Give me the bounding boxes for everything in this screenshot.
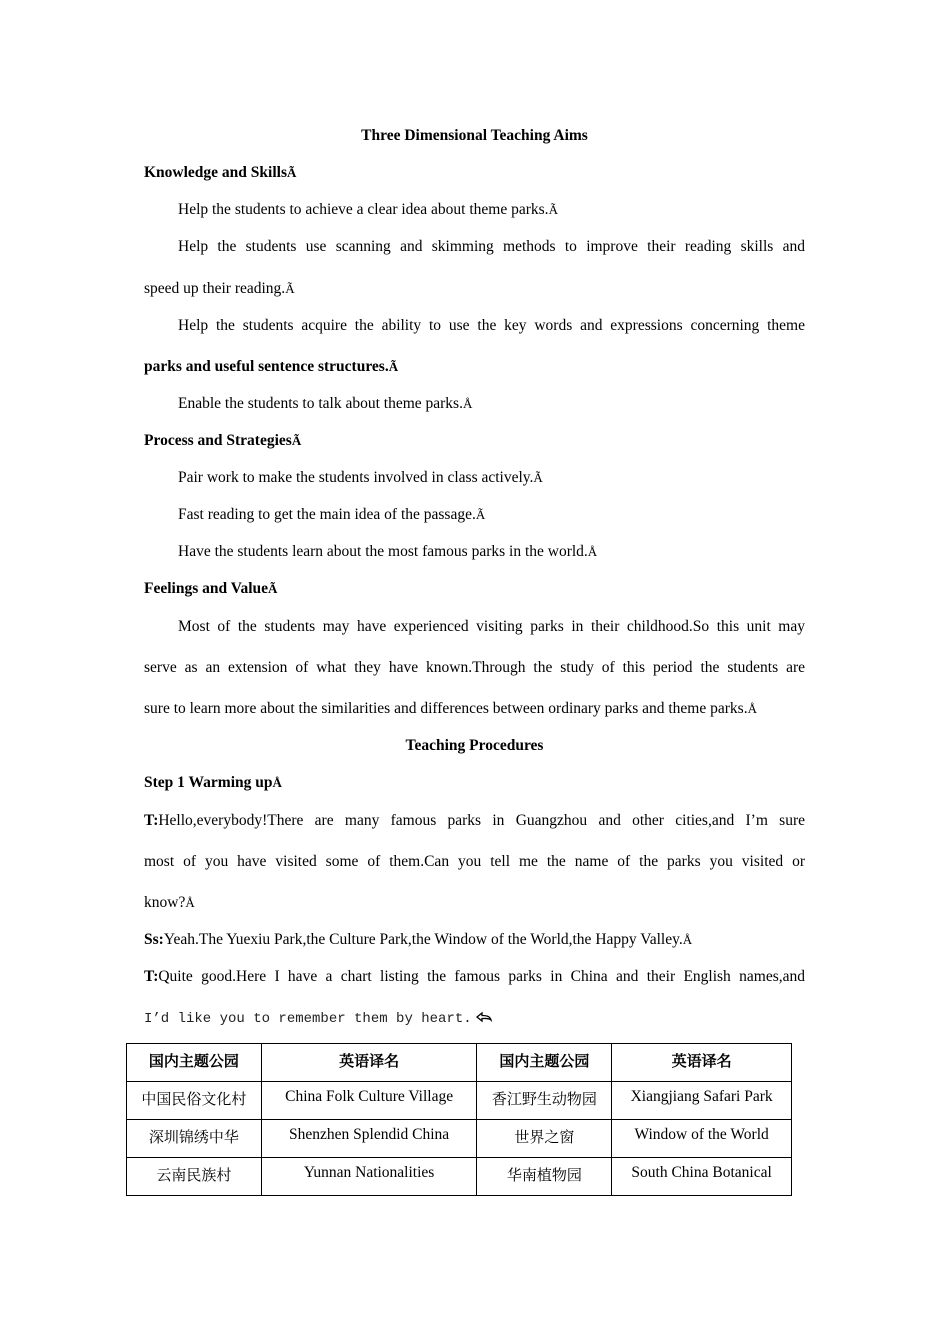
paragraph-mark: Ã bbox=[533, 470, 543, 485]
table-cell: 世界之窗 bbox=[477, 1120, 612, 1158]
knowledge-item-text: speed up their reading. bbox=[144, 280, 286, 297]
feelings-heading-text: Feelings and Value bbox=[144, 580, 269, 597]
paragraph-mark: Ã bbox=[285, 281, 295, 296]
table-cell: 深圳锦绣中华 bbox=[127, 1120, 262, 1158]
step1-heading bbox=[144, 772, 805, 794]
table-header-cell: 英语译名 bbox=[612, 1044, 792, 1082]
dialogue-text: know? bbox=[144, 894, 186, 911]
dialogue-2-line-1 bbox=[144, 929, 805, 951]
knowledge-item-text: parks and useful sentence structures. bbox=[144, 358, 389, 375]
knowledge-item-2-line-2 bbox=[144, 278, 805, 300]
feelings-line-3 bbox=[144, 698, 805, 720]
return-arrow-icon bbox=[475, 1011, 493, 1023]
paragraph-mark: Å bbox=[682, 932, 693, 947]
table-header-cell: 英语译名 bbox=[261, 1044, 477, 1082]
table-cell: 华南植物园 bbox=[477, 1158, 612, 1196]
process-item-2 bbox=[178, 504, 805, 526]
dialogue-1-line-1 bbox=[144, 810, 805, 832]
process-heading-text: Process and Strategies bbox=[144, 432, 292, 449]
paragraph-mark: Ã bbox=[291, 433, 302, 448]
table-row bbox=[127, 1158, 792, 1196]
paragraph-mark: Å bbox=[272, 775, 282, 790]
dialogue-3-line-1 bbox=[144, 966, 805, 988]
paragraph-mark: Ã bbox=[388, 359, 399, 374]
parks-table bbox=[126, 1043, 792, 1196]
table-header-cell: 国内主题公园 bbox=[477, 1044, 612, 1082]
table-header-row bbox=[127, 1044, 792, 1082]
process-item-text: Fast reading to get the main idea of the passage. bbox=[178, 506, 476, 523]
knowledge-item-3-line-2 bbox=[144, 356, 805, 378]
table-cell: South China Botanical bbox=[612, 1158, 792, 1196]
paragraph-mark: Å bbox=[587, 544, 598, 559]
paragraph-mark: Å bbox=[185, 895, 195, 910]
step1-heading-text: Step 1 Warming up bbox=[144, 774, 273, 791]
table-cell: 中国民俗文化村 bbox=[127, 1082, 262, 1120]
process-item-text: Pair work to make the students involved in class actively. bbox=[178, 469, 534, 486]
knowledge-item-text: Help the students to achieve a clear idea about theme parks. bbox=[178, 201, 549, 218]
dialogue-text: I’d like you to remember them by heart. bbox=[144, 1011, 472, 1027]
knowledge-item-1 bbox=[178, 199, 805, 221]
process-item-1 bbox=[178, 467, 805, 489]
table-cell: Shenzhen Splendid China bbox=[261, 1120, 477, 1158]
table-cell: Window of the World bbox=[612, 1120, 792, 1158]
table-header-cell: 国内主题公园 bbox=[127, 1044, 262, 1082]
table-row bbox=[127, 1082, 792, 1120]
feelings-line-text: sure to learn more about the similarities and differences between ordinary parks and theme parks. bbox=[144, 700, 748, 717]
dialogue-3-line-2 bbox=[144, 1008, 805, 1030]
process-heading bbox=[144, 430, 805, 452]
speaker-label: T: bbox=[144, 812, 159, 829]
paragraph-mark: Ã bbox=[268, 581, 278, 596]
paragraph-mark: Ã bbox=[287, 165, 297, 180]
paragraph-mark: Ã bbox=[475, 507, 486, 522]
knowledge-item-2-line-1: Help the students use scanning and skimming methods to improve their reading skills and bbox=[178, 238, 805, 255]
knowledge-heading bbox=[144, 162, 805, 184]
knowledge-heading-text: Knowledge and Skills bbox=[144, 164, 287, 181]
process-item-text: Have the students learn about the most famous parks in the world. bbox=[178, 543, 588, 560]
feelings-line-2: serve as an extension of what they have known.Through the study of this period the students are bbox=[144, 659, 805, 676]
speaker-label: T: bbox=[144, 968, 159, 985]
speaker-label: Ss: bbox=[144, 931, 164, 948]
table-cell: 香江野生动物园 bbox=[477, 1082, 612, 1120]
feelings-line-1: Most of the students may have experienced visiting parks in their childhood.So this unit may bbox=[178, 618, 805, 635]
page-title: Three Dimensional Teaching Aims bbox=[361, 127, 588, 144]
table-cell: 云南民族村 bbox=[127, 1158, 262, 1196]
table-cell: Yunnan Nationalities bbox=[261, 1158, 477, 1196]
dialogue-1-line-3 bbox=[144, 892, 805, 914]
dialogue-text: Hello,everybody!There are many famous parks in Guangzhou and other cities,and I’m sure bbox=[158, 812, 805, 829]
knowledge-item-text: Enable the students to talk about theme parks. bbox=[178, 395, 463, 412]
knowledge-item-3-line-1: Help the students acquire the ability to use the key words and expressions concerning theme bbox=[178, 317, 805, 334]
paragraph-mark: Ã bbox=[548, 202, 558, 217]
dialogue-text: Quite good.Here I have a chart listing the famous parks in China and their English names,and bbox=[158, 968, 805, 985]
process-item-3 bbox=[178, 541, 805, 563]
paragraph-mark: Å bbox=[747, 701, 757, 716]
dialogue-text: Yeah.The Yuexiu Park,the Culture Park,the Window of the World,the Happy Valley. bbox=[163, 931, 683, 948]
dialogue-1-line-2: most of you have visited some of them.Can you tell me the name of the parks you visited or bbox=[144, 853, 805, 870]
procedures-title: Teaching Procedures bbox=[405, 737, 544, 754]
table-row bbox=[127, 1120, 792, 1158]
paragraph-mark: Å bbox=[462, 396, 473, 411]
table-cell: China Folk Culture Village bbox=[261, 1082, 477, 1120]
feelings-heading bbox=[144, 578, 805, 600]
table-cell: Xiangjiang Safari Park bbox=[612, 1082, 792, 1120]
knowledge-item-4 bbox=[178, 393, 805, 415]
